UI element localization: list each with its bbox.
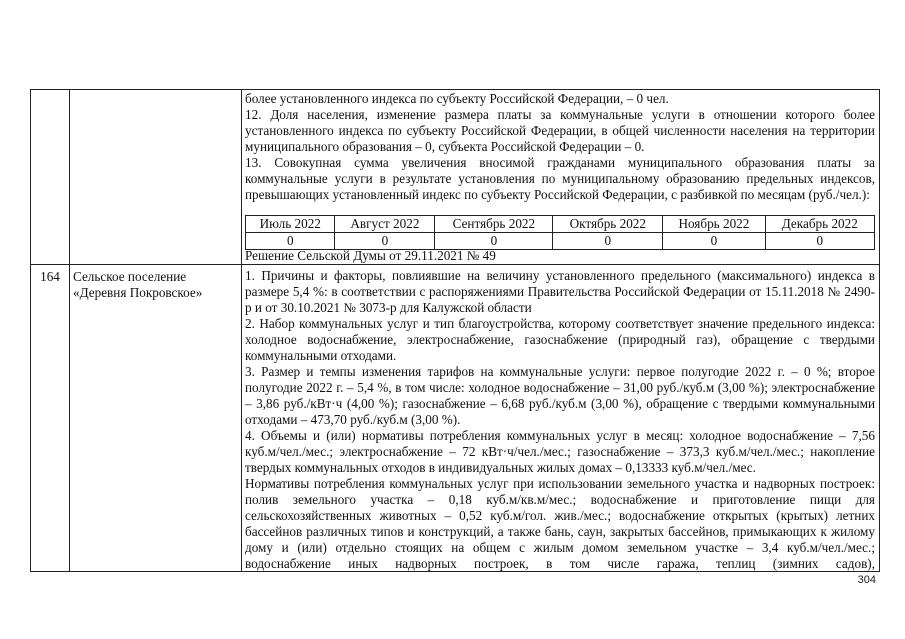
item-12-text: 12. Доля населения, изменение размера платы за коммунальные услуги в отношении которого более установленного индекса по субъекту Российской Федерации, в общей численности населения на территории муниципального образования – 0, субъекта Российской Федерации – 0.: [245, 107, 875, 154]
page-number: 304: [857, 574, 876, 586]
value-cell: 0: [435, 233, 553, 250]
column-divider-2: [241, 90, 242, 571]
continuation-text: более установленного индекса по субъекту Российской Федерации, – 0 чел.: [245, 91, 669, 106]
month-cell: Август 2022: [335, 216, 435, 233]
column-divider-1: [69, 90, 70, 571]
month-cell: Ноябрь 2022: [663, 216, 765, 233]
row-number: 164: [40, 269, 60, 284]
item-4-text: 4. Объемы и (или) нормативы потребления коммунальных услуг в месяц: холодное водоснабжение – 7,56 куб.м/чел./мес.; электроснабжение – 72 кВт·ч/чел./мес.; газоснабжение – 373,3 куб.м/чел./мес.; накопление твердых коммунальных отходов в индивидуальных жилых домах – 0,13333 куб.м/чел./мес.: [245, 428, 875, 475]
month-cell: Декабрь 2022: [765, 216, 874, 233]
decision-text: Решение Сельской Думы от 29.11.2021 № 49: [245, 248, 496, 263]
value-cell: 0: [765, 233, 874, 250]
top-description-cell: [245, 91, 875, 203]
row-divider: [31, 264, 879, 265]
row-164-description: [245, 268, 875, 572]
item-13-text: 13. Совокупная сумма увеличения вносимой гражданами муниципального образования платы за коммунальные услуги в результате установления по муниципальному образованию предельных индексов, превышающих установленный индекс по субъекту Российской Федерации, с разбивкой по месяцам (руб./чел.):: [245, 155, 875, 202]
municipality-name-line-1: Сельское поселение: [73, 269, 187, 284]
norms-text: Нормативы потребления коммунальных услуг при использовании земельного участка и надворных построек: полив земельного участка – 0,18 куб.м/кв.м/мес.; водоснабжение и приготовление пищи для сельскохозяйственных животных – 0,52 куб.м/гол. жив./мес.; водоснабжение открытых (крытых) летних бассейнов различных типов и конструкций, а также бань, саун, закрытых бассейнов, примыкающих к жилому дому и (или) отдельно стоящих на общем с жилым домом земельном участке – 3,4 куб.м/чел./мес.; водоснабжение иных надворных построек, в том числе гаража, теплиц (зимних садов),: [245, 476, 875, 571]
value-cell: 0: [663, 233, 765, 250]
item-3-text: 3. Размер и темпы изменения тарифов на коммунальные услуги: первое полугодие 2022 г. – 0 %; второе полугодие 2022 г. – 5,4 %, в том числе: холодное водоснабжение – 31,00 руб./куб.м (3,00 %); электроснабжение – 3,86 руб./кВт·ч (4,00 %); газоснабжение – 6,68 руб./куб.м (3,00 %), обращение с твердыми коммунальными отходами – 473,70 руб./куб.м (3,00 %).: [245, 364, 875, 427]
month-cell: Сентябрь 2022: [435, 216, 553, 233]
monthly-increase-table: [245, 215, 875, 250]
document-table: [30, 89, 880, 572]
value-cell: 0: [553, 233, 663, 250]
value-cell: 0: [246, 233, 335, 250]
municipality-name-line-2: «Деревня Покровское»: [73, 285, 203, 300]
months-value-row: [246, 233, 875, 250]
item-1-text: 1. Причины и факторы, повлиявшие на величину установленного предельного (максимального) индекса в размере 5,4 %: в соответствии с распоряжениями Правительства Российской Федерации от 15.11.2018 № 2490-р и от 30.10.2021 № 3073-р для Калужской области: [245, 268, 875, 315]
month-cell: Июль 2022: [246, 216, 335, 233]
months-header-row: [246, 216, 875, 233]
value-cell: 0: [335, 233, 435, 250]
month-cell: Октябрь 2022: [553, 216, 663, 233]
item-2-text: 2. Набор коммунальных услуг и тип благоустройства, которому соответствует значение предельного индекса: холодное водоснабжение, электроснабжение, газоснабжение (природный газ), обращение с твердыми коммунальными отходами.: [245, 316, 875, 363]
municipality-name: [73, 269, 241, 301]
